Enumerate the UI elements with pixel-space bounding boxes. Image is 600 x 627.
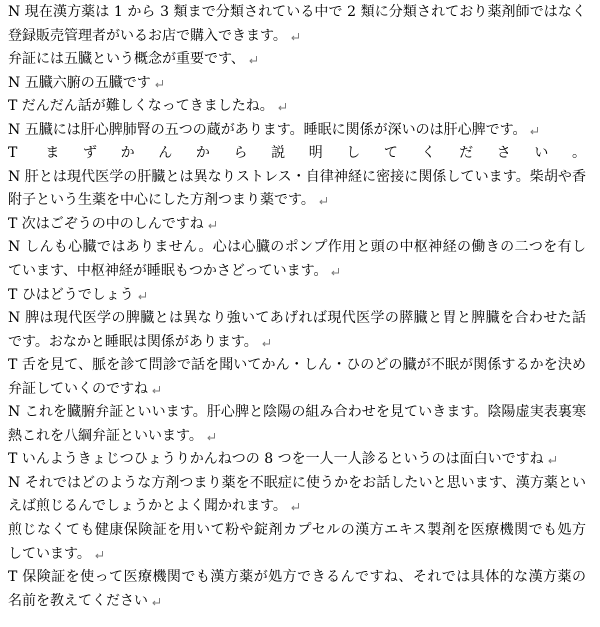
text-line — [8, 213, 586, 237]
return-arrow-icon — [330, 267, 340, 277]
line-text: T 次はごぞうの中のしんですね — [8, 215, 204, 232]
text-line — [8, 519, 586, 543]
text-line — [8, 236, 586, 260]
line-text: 煎じなくても健康保険証を用いて粉や錠剤カプセルの漢方エキス製剤を医療機関でも処方 — [8, 522, 586, 539]
line-text: T 保険証を使って医療機関でも漢方薬が処方できるんですね、それでは具体的な漢方薬の — [8, 569, 586, 586]
return-arrow-icon — [529, 126, 539, 136]
text-line — [8, 472, 586, 496]
text-line — [8, 590, 586, 614]
line-text: N 五臓には肝心脾肺腎の五つの蔵があります。睡眠に関係が深いのは肝心脾です。 — [8, 121, 527, 138]
text-line — [8, 566, 586, 590]
line-text: T だんだん話が難しくなってきましたね。 — [8, 98, 274, 115]
return-arrow-icon — [151, 597, 161, 607]
line-text: T まずかんから説明してください。 — [8, 145, 586, 162]
return-arrow-icon — [261, 338, 271, 348]
line-text: 熱これを八綱弁証といいます。 — [8, 427, 203, 444]
text-line — [8, 119, 586, 143]
line-text: えば煎じるんでしょうかとよく聞かれます。 — [8, 498, 287, 515]
return-arrow-icon — [94, 550, 104, 560]
line-text: N 五臓六腑の五臓です — [8, 74, 151, 91]
return-arrow-icon — [290, 32, 300, 42]
return-arrow-icon — [154, 79, 164, 89]
line-text: N 脾は現代医学の脾臓とは異なり強いてあげれば現代医学の膵臓と胃と脾臓を合わせた話 — [8, 310, 586, 327]
line-text: 附子という生薬を中心にした方剤つまり薬です。 — [8, 192, 315, 209]
text-line — [8, 354, 586, 378]
line-text: N しんも心臓ではありません。心は心臓のポンプ作用と頭の中枢神経の働きの二つを有し — [8, 239, 586, 256]
text-line — [8, 260, 586, 284]
line-text: N 肝とは現代医学の肝臓とは異なりストレス・自律神経に密接に関係しています。柴胡や香 — [8, 168, 586, 185]
text-line — [8, 307, 586, 331]
line-text: N これを臓腑弁証といいます。肝心脾と陰陽の組み合わせを見ていきます。陰陽虚実表裏寒 — [8, 404, 586, 421]
text-line — [8, 543, 586, 567]
text-line — [8, 95, 586, 119]
line-text: 弁証していくのですね — [8, 380, 148, 397]
line-text: 名前を教えてください — [8, 592, 148, 609]
text-line — [8, 495, 586, 519]
text-line — [8, 25, 586, 49]
text-line — [8, 401, 586, 425]
return-arrow-icon — [318, 196, 328, 206]
return-arrow-icon — [290, 502, 300, 512]
return-arrow-icon — [151, 385, 161, 395]
return-arrow-icon — [248, 55, 258, 65]
line-text: T 舌を見て、脈を診て問診で話を聞いてかん・しん・ひのどの臓が不眠が関係するかを決め — [8, 357, 586, 374]
text-line — [8, 48, 586, 72]
text-line — [8, 448, 586, 472]
text-line — [8, 1, 586, 25]
text-line — [8, 331, 586, 355]
line-text: 弁証には五臓という概念が重要です、 — [8, 51, 245, 68]
text-line — [8, 72, 586, 96]
line-text: 登録販売管理者がいるお店で購入できます。 — [8, 27, 287, 44]
return-arrow-icon — [207, 220, 217, 230]
line-text: です。おなかと睡眠は関係があります。 — [8, 333, 258, 350]
text-line — [8, 142, 586, 166]
line-text: T いんようきょじつひょうりかんねつの 8 つを一人一人診るというのは面白いですね — [8, 451, 544, 468]
text-line — [8, 425, 586, 449]
return-arrow-icon — [277, 102, 287, 112]
line-text: ています、中枢神経が睡眠もつかさどっています。 — [8, 263, 328, 280]
text-line — [8, 189, 586, 213]
text-line — [8, 378, 586, 402]
line-text: しています。 — [8, 545, 91, 562]
line-text: N それではどのような方剤つまり薬を不眠症に使うかをお話したいと思います、漢方薬とい — [8, 474, 586, 491]
line-text: T ひはどうでしょう — [8, 286, 134, 303]
return-arrow-icon — [206, 432, 216, 442]
line-text: N 現在漢方薬は 1 から 3 類まで分類されている中で 2 類に分類されており薬剤師ではなく — [8, 4, 586, 20]
return-arrow-icon — [547, 455, 557, 465]
return-arrow-icon — [137, 291, 147, 301]
text-line — [8, 284, 586, 308]
text-line — [8, 166, 586, 190]
